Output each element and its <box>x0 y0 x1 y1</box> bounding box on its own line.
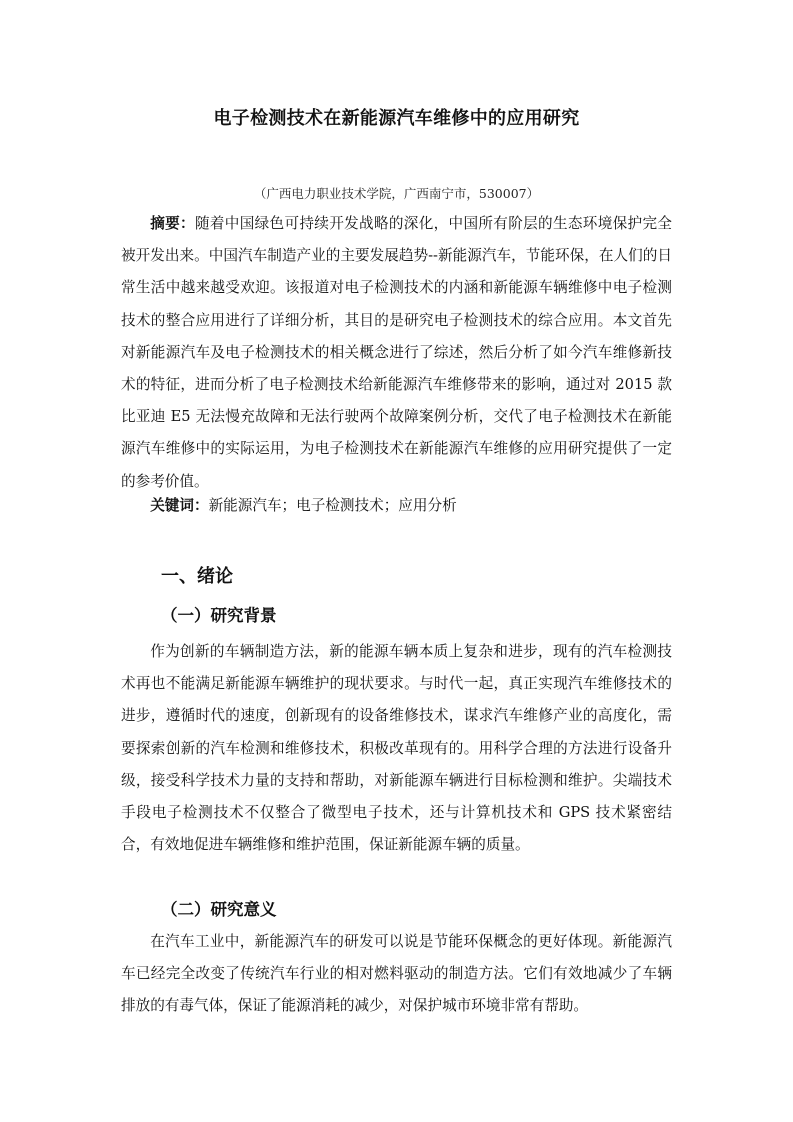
abstract-label: 摘要： <box>150 215 195 232</box>
significance-paragraph: 在汽车工业中，新能源汽车的研发可以说是节能环保概念的更好体现。新能源汽车已经完全改变了传统汽车行业的相对燃料驱动的制造方法。它们有效地减少了车辆排放的有毒气体，保证了能源消耗的减少，对保护城市环境非常有帮助。 <box>121 933 672 1015</box>
subsection-heading-significance: （二）研究意义 <box>161 900 277 919</box>
subsection-heading-background: （一）研究背景 <box>161 606 277 625</box>
keywords-label: 关键词： <box>150 497 209 514</box>
background-paragraph: 作为创新的车辆制造方法，新的能源车辆本质上复杂和进步，现有的汽车检测技术再也不能满足新能源车辆维护的现状要求。与时代一起，真正实现汽车维修技术的进步，遵循时代的速度，创新现有的设备维修技术，谋求汽车维修产业的高度化，需要探索创新的汽车检测和维修技术，积极改革现有的。用科学合理的方法进行设备升级，接受科学技术力量的支持和帮助，对新能源车辆进行目标检测和维护。尖端技术手段电子检测技术不仅整合了微型电子技术，还与计算机技术和 GPS 技术紧密结合，有效地促进车辆维修和维护范围，保证新能源车辆的质量。 <box>121 643 672 854</box>
abstract-paragraph <box>121 208 672 498</box>
section-heading-introduction: 一、绪论 <box>161 566 233 587</box>
paper-title: 电子检测技术在新能源汽车维修中的应用研究 <box>213 108 580 129</box>
keywords-text: 新能源汽车；电子检测技术；应用分析 <box>208 497 457 514</box>
abstract-text: 随着中国绿色可持续开发战略的深化，中国所有阶层的生态环境保护完全被开发出来。中国汽车制造产业的主要发展趋势--新能源汽车，节能环保，在人们的日常生活中越来越受欢迎。该报道对电子检测技术的内涵和新能源车辆维修中电子检测技术的整合应用进行了详细分析，其目的是研究电子检测技术的综合应用。本文首先对新能源汽车及电子检测技术的相关概念进行了综述，然后分析了如今汽车维修新技术的特征，进而分析了电子检测技术给新能源汽车维修带来的影响，通过对 2015 款比亚迪 E5 无法慢充故障和无法行驶两个故障案例分析，交代了电子检测技术在新能源汽车维修中的实际运用，为电子检测技术在新能源汽车维修的应用研究提供了一定的参考价值。 <box>121 215 672 490</box>
keywords-paragraph <box>121 490 672 522</box>
affiliation: （广西电力职业技术学院，广西南宁市，530007） <box>253 186 540 201</box>
